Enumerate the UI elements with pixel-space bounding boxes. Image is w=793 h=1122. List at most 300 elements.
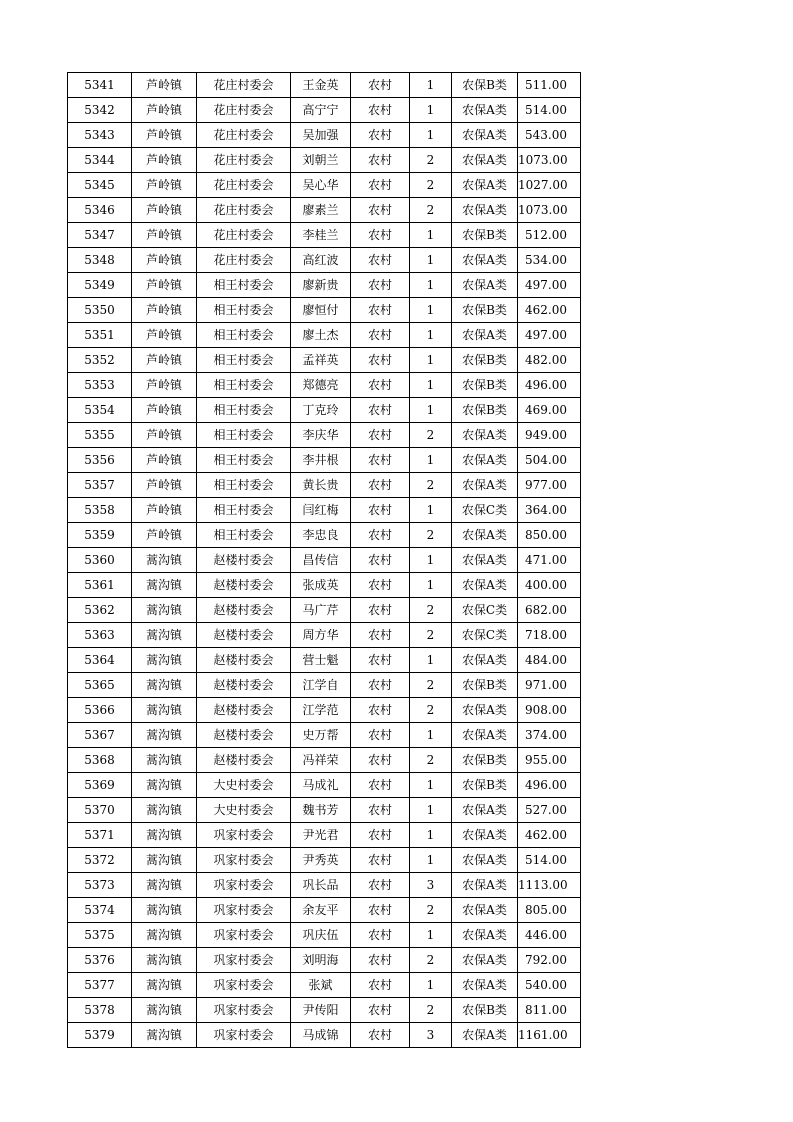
cell-town: 芦岭镇: [132, 73, 197, 98]
cell-household-type: 农村: [351, 398, 410, 423]
table-row: [68, 773, 581, 798]
cell-insurance-class: 农保B类: [452, 298, 518, 323]
cell-serial: 5377: [68, 973, 132, 998]
table-row: [68, 373, 581, 398]
cell-person-name: 丁克玲: [291, 398, 351, 423]
cell-village: 赵楼村委会: [197, 673, 291, 698]
cell-serial: 5357: [68, 473, 132, 498]
cell-household-type: 农村: [351, 298, 410, 323]
cell-town: 蒿沟镇: [132, 723, 197, 748]
cell-town: 蒿沟镇: [132, 798, 197, 823]
cell-household-type: 农村: [351, 273, 410, 298]
cell-village: 相王村委会: [197, 273, 291, 298]
cell-village: 赵楼村委会: [197, 698, 291, 723]
cell-insurance-class: 农保A类: [452, 848, 518, 873]
cell-town: 芦岭镇: [132, 348, 197, 373]
cell-household-type: 农村: [351, 548, 410, 573]
cell-household-type: 农村: [351, 523, 410, 548]
cell-serial: 5376: [68, 948, 132, 973]
cell-member-count: 2: [410, 173, 452, 198]
cell-amount: 534.00: [518, 248, 581, 273]
table-row: [68, 348, 581, 373]
cell-person-name: 吴心华: [291, 173, 351, 198]
cell-household-type: 农村: [351, 323, 410, 348]
cell-amount: 1027.00: [518, 173, 581, 198]
table-row: [68, 998, 581, 1023]
cell-person-name: 江学范: [291, 698, 351, 723]
cell-person-name: 廖素兰: [291, 198, 351, 223]
cell-town: 蒿沟镇: [132, 873, 197, 898]
cell-insurance-class: 农保A类: [452, 973, 518, 998]
cell-village: 花庄村委会: [197, 173, 291, 198]
cell-amount: 949.00: [518, 423, 581, 448]
cell-town: 芦岭镇: [132, 473, 197, 498]
cell-member-count: 2: [410, 698, 452, 723]
cell-village: 花庄村委会: [197, 123, 291, 148]
cell-serial: 5365: [68, 673, 132, 698]
table-row: [68, 673, 581, 698]
table-row: [68, 698, 581, 723]
cell-insurance-class: 农保B类: [452, 673, 518, 698]
cell-person-name: 李桂兰: [291, 223, 351, 248]
cell-town: 蒿沟镇: [132, 823, 197, 848]
table-row: [68, 848, 581, 873]
cell-town: 蒿沟镇: [132, 648, 197, 673]
cell-town: 蒿沟镇: [132, 948, 197, 973]
table-row: [68, 473, 581, 498]
table-row: [68, 98, 581, 123]
cell-amount: 682.00: [518, 598, 581, 623]
cell-village: 赵楼村委会: [197, 573, 291, 598]
cell-household-type: 农村: [351, 873, 410, 898]
cell-insurance-class: 农保A类: [452, 548, 518, 573]
cell-person-name: 巩庆伍: [291, 923, 351, 948]
cell-amount: 514.00: [518, 848, 581, 873]
table-row: [68, 173, 581, 198]
cell-member-count: 1: [410, 98, 452, 123]
table-row: [68, 248, 581, 273]
table-row: [68, 798, 581, 823]
cell-member-count: 1: [410, 723, 452, 748]
cell-insurance-class: 农保B类: [452, 223, 518, 248]
cell-member-count: 1: [410, 373, 452, 398]
cell-serial: 5373: [68, 873, 132, 898]
table-row: [68, 398, 581, 423]
table-row: [68, 498, 581, 523]
cell-insurance-class: 农保A类: [452, 123, 518, 148]
cell-village: 相王村委会: [197, 523, 291, 548]
cell-serial: 5358: [68, 498, 132, 523]
cell-village: 相王村委会: [197, 348, 291, 373]
cell-serial: 5350: [68, 298, 132, 323]
cell-amount: 504.00: [518, 448, 581, 473]
cell-household-type: 农村: [351, 898, 410, 923]
cell-village: 相王村委会: [197, 423, 291, 448]
cell-town: 芦岭镇: [132, 98, 197, 123]
table-row: [68, 823, 581, 848]
cell-amount: 446.00: [518, 923, 581, 948]
cell-member-count: 2: [410, 598, 452, 623]
cell-household-type: 农村: [351, 698, 410, 723]
cell-person-name: 营士魁: [291, 648, 351, 673]
cell-person-name: 吴加强: [291, 123, 351, 148]
cell-amount: 811.00: [518, 998, 581, 1023]
table-row: [68, 123, 581, 148]
cell-village: 巩家村委会: [197, 998, 291, 1023]
cell-serial: 5361: [68, 573, 132, 598]
cell-insurance-class: 农保B类: [452, 773, 518, 798]
cell-serial: 5351: [68, 323, 132, 348]
cell-village: 巩家村委会: [197, 948, 291, 973]
cell-insurance-class: 农保A类: [452, 698, 518, 723]
cell-person-name: 黄长贵: [291, 473, 351, 498]
cell-village: 赵楼村委会: [197, 598, 291, 623]
cell-member-count: 1: [410, 848, 452, 873]
cell-serial: 5364: [68, 648, 132, 673]
cell-serial: 5342: [68, 98, 132, 123]
cell-insurance-class: 农保B类: [452, 73, 518, 98]
cell-village: 巩家村委会: [197, 873, 291, 898]
cell-amount: 718.00: [518, 623, 581, 648]
cell-insurance-class: 农保C类: [452, 498, 518, 523]
cell-member-count: 2: [410, 623, 452, 648]
cell-household-type: 农村: [351, 748, 410, 773]
table-row: [68, 223, 581, 248]
table-row: [68, 523, 581, 548]
cell-town: 芦岭镇: [132, 398, 197, 423]
cell-member-count: 2: [410, 148, 452, 173]
cell-person-name: 魏书芳: [291, 798, 351, 823]
cell-town: 蒿沟镇: [132, 573, 197, 598]
cell-town: 蒿沟镇: [132, 623, 197, 648]
cell-insurance-class: 农保A类: [452, 98, 518, 123]
cell-serial: 5378: [68, 998, 132, 1023]
cell-village: 相王村委会: [197, 448, 291, 473]
cell-amount: 908.00: [518, 698, 581, 723]
table-row: [68, 923, 581, 948]
cell-village: 花庄村委会: [197, 223, 291, 248]
cell-amount: 511.00: [518, 73, 581, 98]
cell-village: 赵楼村委会: [197, 623, 291, 648]
cell-member-count: 1: [410, 923, 452, 948]
cell-person-name: 刘明海: [291, 948, 351, 973]
cell-serial: 5345: [68, 173, 132, 198]
table-row: [68, 148, 581, 173]
cell-amount: 471.00: [518, 548, 581, 573]
cell-member-count: 1: [410, 273, 452, 298]
cell-amount: 484.00: [518, 648, 581, 673]
cell-serial: 5349: [68, 273, 132, 298]
cell-insurance-class: 农保C类: [452, 598, 518, 623]
cell-amount: 374.00: [518, 723, 581, 748]
cell-insurance-class: 农保B类: [452, 398, 518, 423]
cell-amount: 482.00: [518, 348, 581, 373]
cell-village: 相王村委会: [197, 398, 291, 423]
table-body: [68, 73, 581, 1048]
cell-serial: 5371: [68, 823, 132, 848]
table-row: [68, 973, 581, 998]
cell-amount: 469.00: [518, 398, 581, 423]
cell-person-name: 孟祥英: [291, 348, 351, 373]
cell-person-name: 马广芹: [291, 598, 351, 623]
cell-amount: 543.00: [518, 123, 581, 148]
cell-amount: 540.00: [518, 973, 581, 998]
cell-member-count: 1: [410, 323, 452, 348]
table-row: [68, 748, 581, 773]
cell-village: 巩家村委会: [197, 898, 291, 923]
cell-amount: 1073.00: [518, 198, 581, 223]
cell-town: 蒿沟镇: [132, 973, 197, 998]
cell-village: 花庄村委会: [197, 148, 291, 173]
cell-town: 芦岭镇: [132, 248, 197, 273]
cell-member-count: 1: [410, 498, 452, 523]
table-row: [68, 423, 581, 448]
cell-insurance-class: 农保A类: [452, 798, 518, 823]
cell-household-type: 农村: [351, 598, 410, 623]
cell-serial: 5341: [68, 73, 132, 98]
cell-household-type: 农村: [351, 723, 410, 748]
table-row: [68, 648, 581, 673]
cell-insurance-class: 农保A类: [452, 898, 518, 923]
table-row: [68, 723, 581, 748]
cell-person-name: 王金英: [291, 73, 351, 98]
cell-person-name: 江学自: [291, 673, 351, 698]
table-row: [68, 73, 581, 98]
cell-household-type: 农村: [351, 673, 410, 698]
cell-household-type: 农村: [351, 848, 410, 873]
cell-serial: 5346: [68, 198, 132, 223]
cell-household-type: 农村: [351, 123, 410, 148]
cell-household-type: 农村: [351, 798, 410, 823]
cell-insurance-class: 农保A类: [452, 423, 518, 448]
cell-member-count: 1: [410, 298, 452, 323]
cell-person-name: 尹光君: [291, 823, 351, 848]
cell-amount: 1073.00: [518, 148, 581, 173]
cell-person-name: 刘朝兰: [291, 148, 351, 173]
cell-household-type: 农村: [351, 148, 410, 173]
cell-town: 蒿沟镇: [132, 598, 197, 623]
cell-town: 芦岭镇: [132, 173, 197, 198]
cell-town: 芦岭镇: [132, 198, 197, 223]
cell-village: 巩家村委会: [197, 1023, 291, 1048]
cell-household-type: 农村: [351, 773, 410, 798]
cell-member-count: 2: [410, 423, 452, 448]
cell-member-count: 1: [410, 973, 452, 998]
cell-amount: 1161.00: [518, 1023, 581, 1048]
cell-village: 赵楼村委会: [197, 648, 291, 673]
cell-person-name: 冯祥荣: [291, 748, 351, 773]
cell-amount: 400.00: [518, 573, 581, 598]
cell-household-type: 农村: [351, 73, 410, 98]
cell-town: 芦岭镇: [132, 498, 197, 523]
cell-member-count: 1: [410, 348, 452, 373]
table-row: [68, 623, 581, 648]
cell-person-name: 郑德亮: [291, 373, 351, 398]
cell-insurance-class: 农保A类: [452, 573, 518, 598]
cell-insurance-class: 农保B类: [452, 998, 518, 1023]
cell-insurance-class: 农保A类: [452, 1023, 518, 1048]
cell-village: 相王村委会: [197, 498, 291, 523]
cell-town: 蒿沟镇: [132, 673, 197, 698]
cell-village: 大史村委会: [197, 798, 291, 823]
cell-serial: 5352: [68, 348, 132, 373]
cell-household-type: 农村: [351, 223, 410, 248]
cell-village: 相王村委会: [197, 473, 291, 498]
table-row: [68, 948, 581, 973]
cell-town: 芦岭镇: [132, 273, 197, 298]
cell-insurance-class: 农保A类: [452, 648, 518, 673]
cell-village: 相王村委会: [197, 373, 291, 398]
table-row: [68, 548, 581, 573]
cell-member-count: 3: [410, 1023, 452, 1048]
cell-serial: 5355: [68, 423, 132, 448]
cell-household-type: 农村: [351, 823, 410, 848]
cell-village: 赵楼村委会: [197, 748, 291, 773]
cell-serial: 5354: [68, 398, 132, 423]
cell-household-type: 农村: [351, 348, 410, 373]
cell-member-count: 2: [410, 198, 452, 223]
cell-town: 芦岭镇: [132, 298, 197, 323]
cell-insurance-class: 农保A类: [452, 148, 518, 173]
cell-serial: 5353: [68, 373, 132, 398]
cell-person-name: 廖新贵: [291, 273, 351, 298]
table-row: [68, 573, 581, 598]
cell-member-count: 2: [410, 998, 452, 1023]
cell-member-count: 1: [410, 398, 452, 423]
cell-serial: 5369: [68, 773, 132, 798]
cell-town: 蒿沟镇: [132, 923, 197, 948]
cell-member-count: 2: [410, 673, 452, 698]
cell-amount: 462.00: [518, 298, 581, 323]
cell-insurance-class: 农保A类: [452, 723, 518, 748]
cell-household-type: 农村: [351, 473, 410, 498]
cell-serial: 5356: [68, 448, 132, 473]
cell-insurance-class: 农保A类: [452, 273, 518, 298]
cell-serial: 5348: [68, 248, 132, 273]
cell-household-type: 农村: [351, 248, 410, 273]
cell-household-type: 农村: [351, 623, 410, 648]
cell-household-type: 农村: [351, 498, 410, 523]
cell-serial: 5362: [68, 598, 132, 623]
cell-person-name: 余友平: [291, 898, 351, 923]
cell-person-name: 史万帮: [291, 723, 351, 748]
cell-household-type: 农村: [351, 998, 410, 1023]
cell-member-count: 1: [410, 648, 452, 673]
cell-insurance-class: 农保A类: [452, 948, 518, 973]
cell-town: 芦岭镇: [132, 148, 197, 173]
cell-person-name: 高红波: [291, 248, 351, 273]
cell-insurance-class: 农保B类: [452, 748, 518, 773]
cell-amount: 364.00: [518, 498, 581, 523]
cell-person-name: 李井根: [291, 448, 351, 473]
cell-person-name: 高宁宁: [291, 98, 351, 123]
table-row: [68, 598, 581, 623]
cell-household-type: 农村: [351, 423, 410, 448]
cell-household-type: 农村: [351, 973, 410, 998]
cell-member-count: 2: [410, 898, 452, 923]
cell-member-count: 3: [410, 873, 452, 898]
cell-amount: 527.00: [518, 798, 581, 823]
cell-amount: 497.00: [518, 323, 581, 348]
cell-amount: 850.00: [518, 523, 581, 548]
cell-person-name: 尹秀英: [291, 848, 351, 873]
cell-insurance-class: 农保B类: [452, 373, 518, 398]
table-row: [68, 323, 581, 348]
table-row: [68, 298, 581, 323]
cell-member-count: 2: [410, 748, 452, 773]
cell-village: 巩家村委会: [197, 923, 291, 948]
cell-village: 花庄村委会: [197, 248, 291, 273]
cell-serial: 5368: [68, 748, 132, 773]
cell-town: 芦岭镇: [132, 223, 197, 248]
cell-serial: 5363: [68, 623, 132, 648]
cell-town: 蒿沟镇: [132, 548, 197, 573]
cell-amount: 955.00: [518, 748, 581, 773]
cell-village: 巩家村委会: [197, 823, 291, 848]
cell-serial: 5360: [68, 548, 132, 573]
cell-amount: 977.00: [518, 473, 581, 498]
cell-person-name: 张斌: [291, 973, 351, 998]
cell-serial: 5359: [68, 523, 132, 548]
cell-insurance-class: 农保A类: [452, 173, 518, 198]
cell-person-name: 尹传阳: [291, 998, 351, 1023]
cell-town: 蒿沟镇: [132, 698, 197, 723]
cell-village: 相王村委会: [197, 298, 291, 323]
cell-household-type: 农村: [351, 1023, 410, 1048]
table-row: [68, 448, 581, 473]
cell-amount: 1113.00: [518, 873, 581, 898]
cell-household-type: 农村: [351, 173, 410, 198]
cell-town: 芦岭镇: [132, 523, 197, 548]
table-row: [68, 898, 581, 923]
cell-village: 大史村委会: [197, 773, 291, 798]
data-table: [67, 72, 581, 1048]
cell-member-count: 1: [410, 73, 452, 98]
cell-insurance-class: 农保A类: [452, 198, 518, 223]
cell-household-type: 农村: [351, 948, 410, 973]
cell-village: 赵楼村委会: [197, 548, 291, 573]
cell-serial: 5374: [68, 898, 132, 923]
cell-serial: 5367: [68, 723, 132, 748]
cell-amount: 512.00: [518, 223, 581, 248]
cell-town: 蒿沟镇: [132, 998, 197, 1023]
cell-insurance-class: 农保A类: [452, 248, 518, 273]
cell-town: 芦岭镇: [132, 123, 197, 148]
cell-member-count: 1: [410, 773, 452, 798]
cell-serial: 5366: [68, 698, 132, 723]
cell-insurance-class: 农保A类: [452, 473, 518, 498]
cell-village: 巩家村委会: [197, 973, 291, 998]
cell-amount: 497.00: [518, 273, 581, 298]
cell-household-type: 农村: [351, 448, 410, 473]
table-row: [68, 1023, 581, 1048]
cell-amount: 514.00: [518, 98, 581, 123]
cell-insurance-class: 农保C类: [452, 623, 518, 648]
cell-insurance-class: 农保A类: [452, 923, 518, 948]
cell-amount: 805.00: [518, 898, 581, 923]
table-row: [68, 873, 581, 898]
cell-serial: 5375: [68, 923, 132, 948]
cell-town: 蒿沟镇: [132, 898, 197, 923]
cell-insurance-class: 农保A类: [452, 823, 518, 848]
cell-member-count: 1: [410, 548, 452, 573]
cell-member-count: 1: [410, 248, 452, 273]
cell-person-name: 巩长品: [291, 873, 351, 898]
cell-insurance-class: 农保A类: [452, 448, 518, 473]
cell-person-name: 张成英: [291, 573, 351, 598]
cell-serial: 5379: [68, 1023, 132, 1048]
cell-serial: 5347: [68, 223, 132, 248]
